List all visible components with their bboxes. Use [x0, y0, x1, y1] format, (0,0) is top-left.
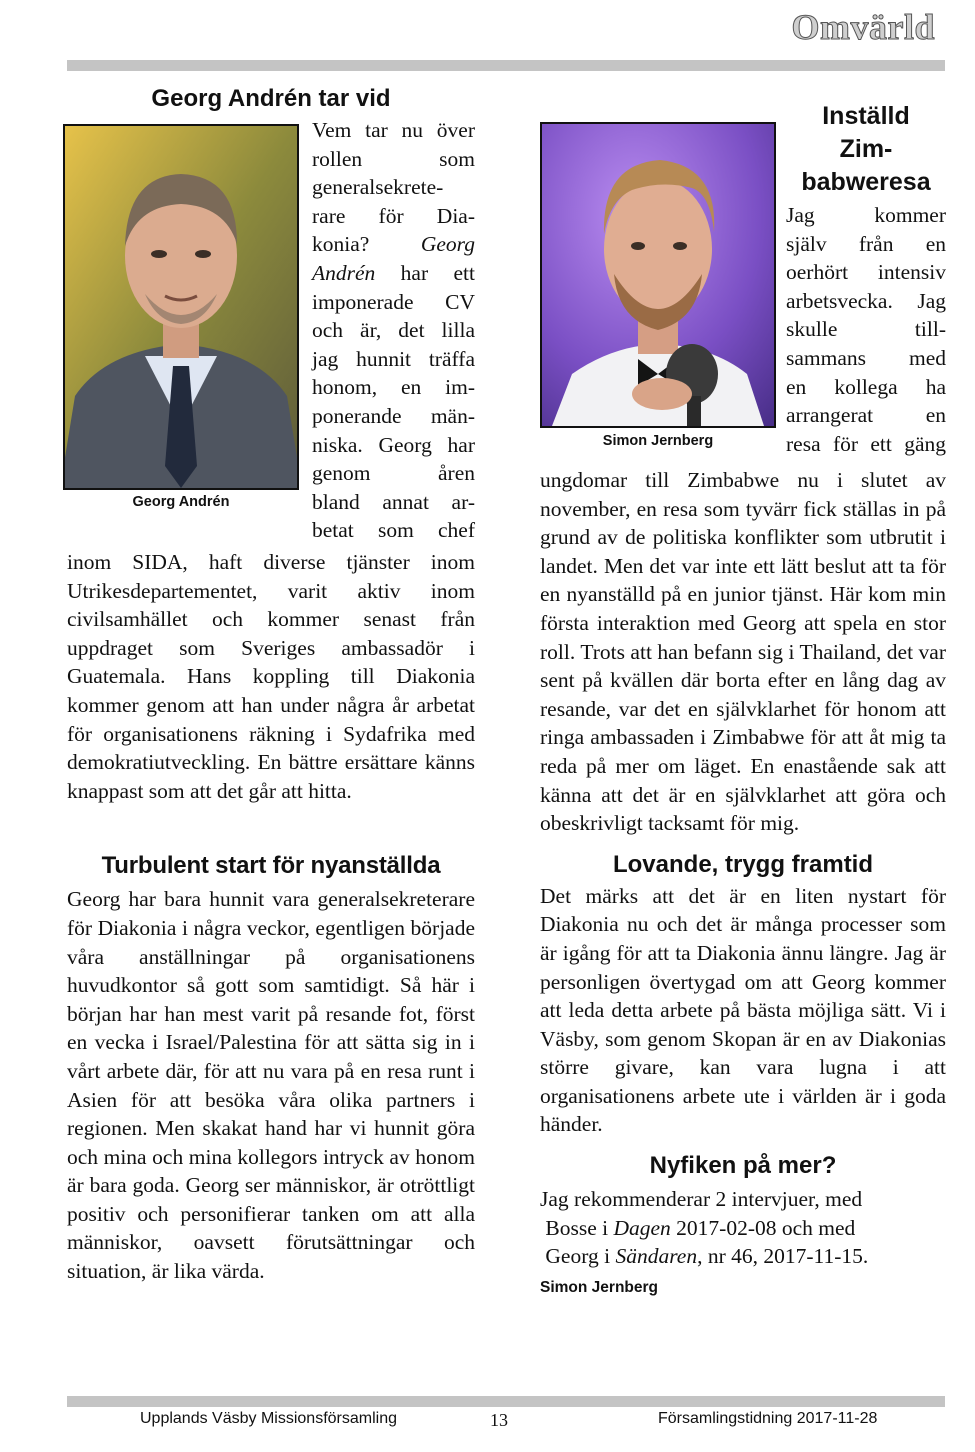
- article1-wrap-text: [312, 116, 475, 545]
- article3-wrap-block: [540, 100, 946, 466]
- article3-title-line: Zim-: [839, 135, 893, 163]
- article3-wrap-line: sammans med: [786, 345, 946, 370]
- article4-text: Det märks att det är en liten nystart för Diakonia nu och det är många processer som är igång för att ta Diakonia ännu längre. Jag är personligen övertygad om att Georg kommer att leda detta arbete på bästa möjliga sätt. Vi i Väsby, som genom Skopan är en av Diakonias större givare, kan vara lugna i att organisationens arbete ute i världen är i goda händer.: [540, 883, 946, 1137]
- article3-wrap-line: skulle till-: [786, 317, 946, 342]
- portrait-illustration: [65, 126, 297, 488]
- article5-text: [540, 1185, 946, 1271]
- article2-text: Georg har bara hunnit vara generalsekreterare för Diakonia i några veckor, egentligen började våra anställningar på organisationens huvudkontor så gott som samtidigt. Så här i början har han mest varit på resande fot, först en vecka i Israel/Palestina för att sätta sig in i vårt arbete där, för att nu vara på en resa runt i Asien för att besöka våra olika partners i regionen. Men skakat hand har vi hunnit göra och mina och mina kollegors intryck av honom är bara goda. Georg ser människor, är otröttligt positiv och personifierar tanken om att alla människor, oavsett förutsättningar och situation, är lika värda.: [67, 887, 475, 1284]
- article1-wrap-line: jag hunnit träffa: [312, 346, 475, 371]
- article1-wrap-line: rollen som: [312, 146, 475, 171]
- article1-wrap-line: Andrén har ett: [312, 260, 475, 285]
- publication-sandaren: Sändaren: [615, 1244, 698, 1269]
- right-column: [540, 100, 946, 1297]
- article1-wrap-line: imponerade CV: [312, 289, 475, 314]
- publication-dagen: Dagen: [613, 1215, 671, 1240]
- author-byline: Simon Jernberg: [540, 1278, 658, 1296]
- article1-wrap-line: Vem tar nu över: [312, 118, 475, 142]
- georg-andren-photo: [63, 124, 299, 490]
- georg-photo-block: [63, 124, 299, 510]
- article1-wrap-line: och är, det lilla: [312, 318, 475, 343]
- top-rule: [67, 60, 945, 71]
- article1-wrap-line: honom, en im-: [312, 375, 475, 400]
- article3-wrap-text: [786, 201, 946, 458]
- bottom-rule: [67, 1396, 945, 1407]
- article1-wrap-line: bland annat ar-: [312, 489, 475, 514]
- article3-side-block: [786, 100, 946, 458]
- photo-caption-georg: Georg Andrén: [132, 494, 230, 510]
- article3-wrap-line: resa för ett gäng: [786, 431, 946, 456]
- footer-congregation-name: Upplands Väsby Missionsförsamling: [140, 1410, 397, 1427]
- simon-photo-block: [540, 122, 776, 449]
- page-number: 13: [490, 1410, 508, 1430]
- article1-wrap-line: niska. Georg har: [312, 432, 475, 457]
- article3-wrap-line: oerhört intensiv: [786, 260, 946, 285]
- article1-wrap-line: generalsekrete-: [312, 175, 444, 200]
- article5-line1: Jag rekommenderar 2 intervjuer, med: [540, 1187, 863, 1212]
- article3-title-line: Inställd: [822, 102, 910, 130]
- portrait-illustration-2: [542, 124, 774, 426]
- article3-wrap-line: arbetsvecka. Jag: [786, 288, 946, 313]
- article1-wrap-line: rare för Dia-: [312, 203, 475, 228]
- article-title-nyfiken-pa-mer: Nyfiken på mer?: [649, 1152, 837, 1180]
- photo-caption-simon: Simon Jernberg: [602, 433, 714, 449]
- article5-line3: Georg i Sändaren, nr 46, 2017-11-15.: [540, 1244, 869, 1269]
- footer-publication-date: Församlingstidning 2017-11-28: [658, 1410, 878, 1427]
- article3-continuation: ungdomar till Zimbabwe nu i slutet av november, en resa som tyvärr fick ställas in på grund av de politiska konflikter som utbrutit i landet. Men det var inte ett lätt beslut att ta för en nyanställd på en junior tjänst. Här kom min första interaktion med Georg att spela en stor roll. Trots att han befann sig i Thailand, det var sent på kvällen där borta efter en lång dag av resande, var det en självklarhet för honom att ringa ambassaden i Zimbabwe för att åt mig ta reda på mer om läget. En enastående sak att känna att det är en självklarhet att göra och obeskrivligt tacksamt för mig.: [540, 468, 946, 836]
- article-title-georg-andren: Georg Andrén tar vid: [151, 85, 391, 112]
- article1-wrap-line: genom åren: [312, 461, 475, 486]
- article3-wrap-line: en kollega ha: [786, 374, 946, 399]
- article3-wrap-line: själv från en: [786, 231, 946, 256]
- article1-wrap-line: konia? Georg: [312, 232, 475, 257]
- article5-line2: Bosse i Dagen 2017-02-08 och med: [540, 1215, 856, 1240]
- article3-title-line: babweresa: [801, 168, 931, 196]
- section-title: Omvärld: [791, 7, 935, 47]
- left-column: [67, 82, 475, 1286]
- article1-continuation: inom SIDA, haft diverse tjänster inom Utrikesdepartementet, varit aktiv inom civilsamhället och kommer senast från uppdraget som Sveriges ambassadör i Guatemala. Hans koppling till Diakonia kommer genom att han under några år arbetat för organisationens räkning i Sydafrika med demokratiutveckling. En bättre ersättare känns knappast som att det går att hitta.: [67, 550, 475, 803]
- article1-wrap-line: ponerande män-: [312, 403, 475, 428]
- simon-jernberg-photo: [540, 122, 776, 428]
- article3-wrap-line: Jag kommer: [786, 203, 946, 227]
- article-title-installd-zimbabweresa: [786, 100, 946, 199]
- article3-wrap-line: arrangerat en: [786, 403, 946, 428]
- article1-wrap-block: [67, 116, 475, 572]
- article-title-lovande-trygg-framtid: Lovande, trygg framtid: [612, 850, 874, 878]
- article-title-turbulent-start: Turbulent start för nyanställda: [101, 852, 441, 880]
- article1-wrap-line: betat som chef: [312, 518, 475, 543]
